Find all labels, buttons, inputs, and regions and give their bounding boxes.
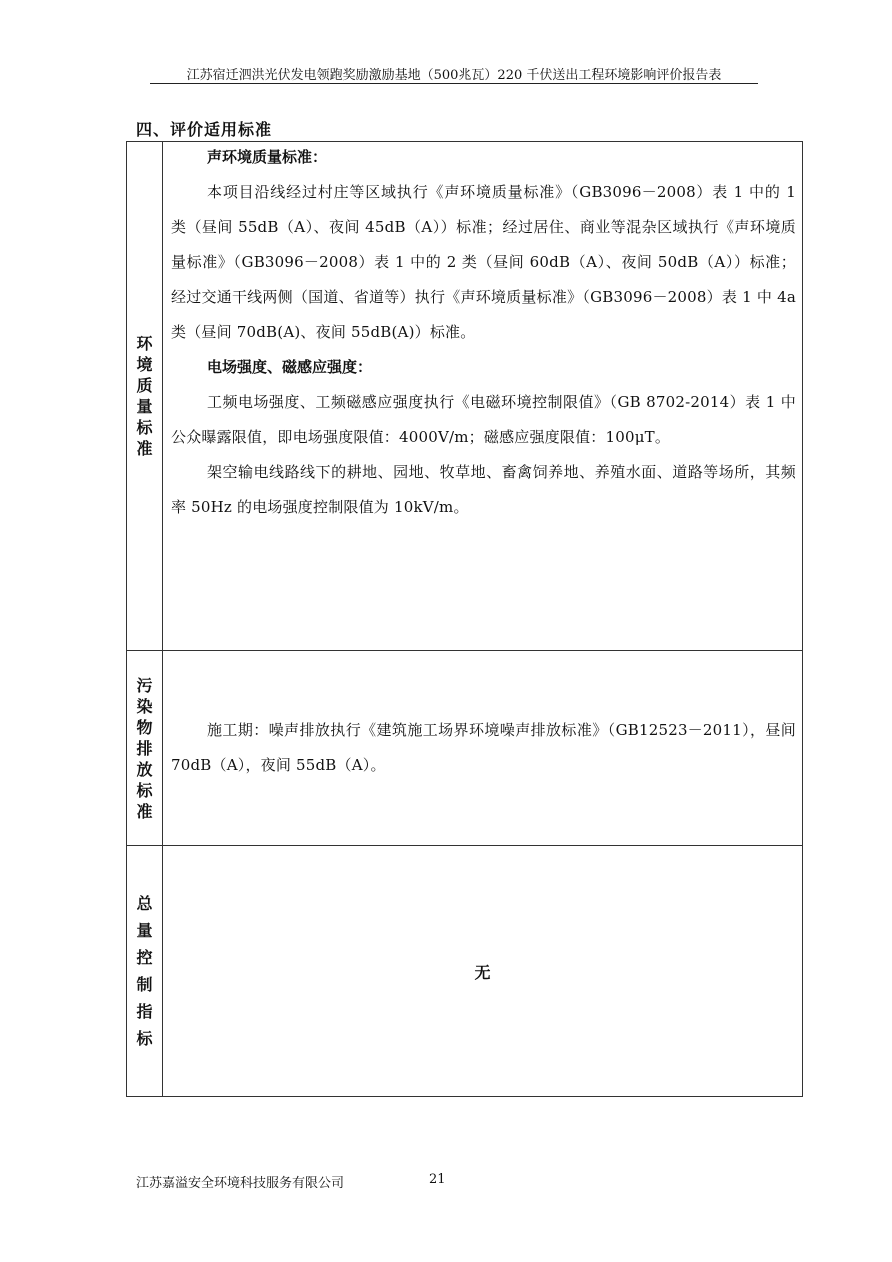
table-row-pollutant-emission bbox=[127, 651, 803, 846]
label-char: 放 bbox=[136, 759, 153, 779]
label-char: 标 bbox=[136, 780, 153, 800]
label-char: 准 bbox=[136, 801, 153, 821]
paragraph-construction-noise: 施工期：噪声排放执行《建筑施工场界环境噪声排放标准》（GB12523－2011），昼间 70dB（A），夜间 55dB（A）。 bbox=[171, 721, 796, 774]
label-char: 指 bbox=[136, 1002, 153, 1021]
label-char: 污 bbox=[136, 675, 153, 695]
standards-table bbox=[126, 141, 803, 1097]
footer-company: 江苏嘉溢安全环境科技服务有限公司 bbox=[136, 1176, 345, 1191]
label-char: 染 bbox=[136, 696, 153, 716]
label-char: 总 bbox=[136, 894, 153, 913]
label-char: 环 bbox=[136, 334, 153, 353]
label-char: 排 bbox=[136, 738, 153, 758]
paragraph-overhead-line: 架空输电线路线下的耕地、园地、牧草地、畜禽饲养地、养殖水面、道路等场所，其频率 50Hz 的电场强度控制限值为 10kV/m。 bbox=[171, 463, 796, 516]
label-char: 制 bbox=[136, 975, 153, 994]
label-char: 控 bbox=[136, 948, 153, 967]
total-control-value: 无 bbox=[163, 846, 803, 1097]
page-number: 21 bbox=[429, 1172, 446, 1187]
row-content-pollutant-emission bbox=[163, 651, 803, 846]
label-char: 量 bbox=[136, 397, 153, 416]
running-header: 江苏宿迁泗洪光伏发电领跑奖励激励基地（500兆瓦）220 千伏送出工程环境影响评价报告表 bbox=[186, 68, 722, 83]
row-content-environment-quality bbox=[163, 142, 803, 651]
row-label-total-control bbox=[127, 846, 163, 1097]
label-char: 境 bbox=[136, 355, 153, 374]
row-label-environment-quality bbox=[127, 142, 163, 651]
paragraph-noise-standard: 本项目沿线经过村庄等区域执行《声环境质量标准》（GB3096－2008）表 1 中的 1 类（昼间 55dB（A）、夜间 45dB（A））标准；经过居住、商业等混杂区域执行《声环境质量标准》（GB3096－2008）表 1 中的 2 类（昼间 60dB（A）、夜间 50dB（A））标准；经过交通干线两侧（国道、省道等）执行《声环境质量标准》（GB3096－2008）表 1 中 4a 类（昼间 70dB(A)、夜间 55dB(A)）标准。 bbox=[171, 183, 796, 341]
label-char: 质 bbox=[136, 376, 153, 395]
label-char: 物 bbox=[136, 717, 153, 737]
subhead-noise-standard: 声环境质量标准： bbox=[207, 148, 328, 166]
label-char: 量 bbox=[136, 921, 153, 940]
header-rule bbox=[150, 83, 758, 84]
section-title: 四、评价适用标准 bbox=[136, 120, 273, 139]
table-row-environment-quality bbox=[127, 142, 803, 651]
subhead-field-strength: 电场强度、磁感应强度： bbox=[207, 358, 373, 376]
table-row-total-control bbox=[127, 846, 803, 1097]
label-char: 标 bbox=[136, 418, 153, 437]
label-char: 标 bbox=[136, 1029, 153, 1048]
label-char: 准 bbox=[136, 439, 153, 458]
row-label-pollutant-emission bbox=[127, 651, 163, 846]
paragraph-field-limits: 工频电场强度、工频磁感应强度执行《电磁环境控制限值》（GB 8702-2014）表 1 中公众曝露限值，即电场强度限值：4000V/m；磁感应强度限值：100μT。 bbox=[171, 393, 796, 446]
